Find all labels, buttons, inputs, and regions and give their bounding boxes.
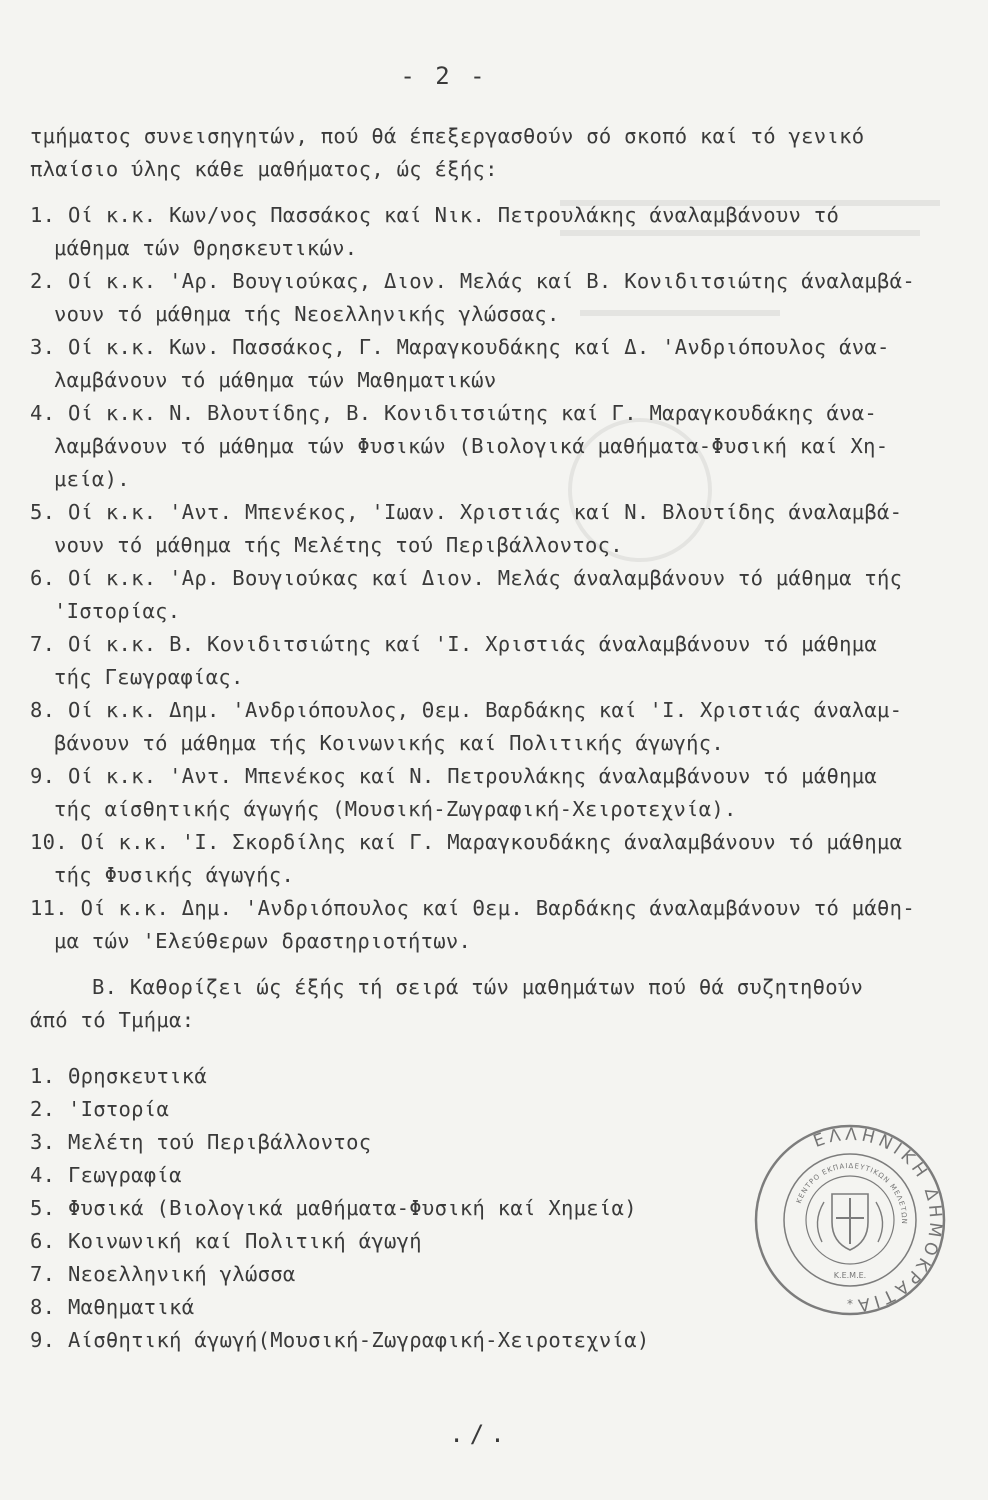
item-number: 8.	[30, 1295, 56, 1319]
assignment-text: 'Ιστορίας.	[54, 599, 181, 623]
assignment-text: λαμβάνουν τό μάθημα τών Φυσικών (Βιολογικά μαθήματα-Φυσική καί Χη-	[54, 434, 889, 458]
assignment-first-line	[30, 496, 960, 529]
item-number: 2.	[30, 269, 56, 293]
lesson-name: Γεωγραφία	[67, 1163, 182, 1187]
seal-star-icon: *	[847, 1297, 853, 1311]
lesson-name: Κοινωνική καί Πολιτική άγωγή	[67, 1229, 422, 1253]
section-b-paragraph	[30, 971, 960, 1037]
assignment-text: τής Γεωγραφίας.	[54, 665, 244, 689]
continuation-mark: ./.	[449, 1420, 511, 1448]
seal-inner-bottom: Κ.Ε.Μ.Ε.	[833, 1271, 867, 1280]
assignment-text: μάθημα τών Θρησκευτικών.	[54, 236, 358, 260]
assignment-text: Οί κ.κ. Δημ. 'Ανδριόπουλος, Θεμ. Βαρδάκης καί 'Ι. Χριστιάς άναλαμ-	[67, 698, 903, 722]
lesson-name: Θρησκευτικά	[67, 1064, 208, 1088]
section-b-line: Β. Καθορίζει ώς έξής τή σειρά τών μαθημάτων πού θά συζητηθούν	[92, 975, 864, 999]
section-b-line: άπό τό Τμήμα:	[30, 1008, 195, 1032]
assignment-text: Οί κ.κ. 'Αρ. Βουγιούκας καί Διον. Μελάς άναλαμβάνουν τό μάθημα τής	[67, 566, 903, 590]
lesson-name: Μαθηματικά	[67, 1295, 195, 1319]
item-number: 3.	[30, 1130, 56, 1154]
assignment-item	[30, 199, 960, 265]
item-number: 11.	[30, 896, 68, 920]
assignment-text: Οί κ.κ. 'Αντ. Μπενέκος, 'Ιωαν. Χριστιάς καί Ν. Βλουτίδης άναλαμβά-	[67, 500, 903, 524]
assignment-text: νουν τό μάθημα τής Μελέτης τού Περιβάλλοντος.	[54, 533, 623, 557]
assignment-item	[30, 331, 960, 397]
assignment-text: νουν τό μάθημα τής Νεοελληνικής γλώσσας.	[54, 302, 560, 326]
lesson-order-item	[30, 1060, 960, 1093]
item-number: 2.	[30, 1097, 56, 1121]
assignment-item	[30, 628, 960, 694]
assignment-first-line	[30, 397, 960, 430]
assignment-item	[30, 694, 960, 760]
item-number: 9.	[30, 1328, 56, 1352]
assignment-list	[30, 199, 960, 958]
assignment-first-line	[30, 760, 960, 793]
assignment-text: τής Φυσικής άγωγής.	[54, 863, 295, 887]
assignment-text: Οί κ.κ. Κων/νος Πασσάκος καί Νικ. Πετρουλάκης άναλαμβάνουν τό	[67, 203, 840, 227]
lesson-name: Μελέτη τού Περιβάλλοντος	[67, 1130, 372, 1154]
assignment-item	[30, 496, 960, 562]
assignment-item	[30, 397, 960, 496]
assignment-item	[30, 562, 960, 628]
intro-line: πλαίσιο ύλης κάθε μαθήματος, ώς έξής:	[30, 157, 498, 181]
assignment-text: μεία).	[54, 467, 130, 491]
svg-text:ΕΛΛΗΝΙΚΗ ΔΗΜΟΚΡΑΤΙΑ	[811, 1125, 946, 1315]
assignment-text: μα τών 'Ελεύθερων δραστηριοτήτων.	[54, 929, 472, 953]
item-number: 1.	[30, 1064, 56, 1088]
item-number: 8.	[30, 698, 56, 722]
lesson-order-item	[30, 1324, 960, 1357]
item-number: 6.	[30, 566, 56, 590]
assignment-first-line	[30, 331, 960, 364]
assignment-text: Οί κ.κ. Ν. Βλουτίδης, Β. Κονιδιτσιώτης καί Γ. Μαραγκουδάκης άνα-	[67, 401, 878, 425]
assignment-text: Οί κ.κ. Β. Κονιδιτσιώτης καί 'Ι. Χριστιάς άναλαμβάνουν τό μάθημα	[67, 632, 878, 656]
official-seal-stamp	[752, 1122, 948, 1318]
assignment-first-line	[30, 562, 960, 595]
intro-paragraph	[30, 120, 960, 186]
lesson-name: Νεοελληνική γλώσσα	[67, 1262, 296, 1286]
assignment-text: Οί κ.κ. 'Αντ. Μπενέκος καί Ν. Πετρουλάκης άναλαμβάνουν τό μάθημα	[67, 764, 878, 788]
lesson-name: 'Ιστορία	[67, 1097, 170, 1121]
item-number: 7.	[30, 1262, 56, 1286]
assignment-first-line	[30, 892, 960, 925]
item-number: 6.	[30, 1229, 56, 1253]
lesson-name: Αίσθητική άγωγή(Μουσική-Ζωγραφική-Χειροτεχνία)	[67, 1328, 650, 1352]
assignment-text: βάνουν τό μάθημα τής Κοινωνικής καί Πολιτικής άγωγής.	[54, 731, 725, 755]
assignment-text: Οί κ.κ. 'Αρ. Βουγιούκας, Διον. Μελάς καί Β. Κονιδιτσιώτης άναλαμβά-	[67, 269, 915, 293]
item-number: 4.	[30, 1163, 56, 1187]
assignment-item	[30, 760, 960, 826]
assignment-text: Οί κ.κ. 'Ι. Σκορδίλης καί Γ. Μαραγκουδάκης άναλαμβάνουν τό μάθημα	[80, 830, 903, 854]
seal-outer-text: ΕΛΛΗΝΙΚΗ ΔΗΜΟΚΡΑΤΙΑ	[810, 1124, 946, 1316]
assignment-text: Οί κ.κ. Δημ. 'Ανδριόπουλος καί Θεμ. Βαρδάκης άναλαμβάνουν τό μάθη-	[80, 896, 915, 920]
item-number: 9.	[30, 764, 56, 788]
item-number: 7.	[30, 632, 56, 656]
seal-inner-text: ΚΕΝΤΡΟ ΕΚΠΑΙΔΕΥΤΙΚΩΝ ΜΕΛΕΤΩΝ	[794, 1161, 909, 1225]
assignment-item	[30, 892, 960, 958]
intro-line: τμήματος συνεισηγητών, πού θά έπεξεργασθούν σό σκοπό καί τό γενικό	[30, 124, 865, 148]
item-number: 3.	[30, 335, 56, 359]
assignment-item	[30, 826, 960, 892]
item-number: 1.	[30, 203, 56, 227]
item-number: 5.	[30, 1196, 56, 1220]
page-number: - 2 -	[400, 62, 488, 90]
item-number: 5.	[30, 500, 56, 524]
assignment-first-line	[30, 199, 960, 232]
item-number: 4.	[30, 401, 56, 425]
item-number: 10.	[30, 830, 68, 854]
assignment-text: Οί κ.κ. Κων. Πασσάκος, Γ. Μαραγκουδάκης καί Δ. 'Ανδριόπουλος άνα-	[67, 335, 890, 359]
assignment-first-line	[30, 826, 960, 859]
assignment-first-line	[30, 694, 960, 727]
lesson-name: Φυσικά (Βιολογικά μαθήματα-Φυσική καί Χημεία)	[67, 1196, 637, 1220]
assignment-first-line	[30, 265, 960, 298]
assignment-item	[30, 265, 960, 331]
assignment-text: λαμβάνουν τό μάθημα τών Μαθηματικών	[54, 368, 497, 392]
assignment-first-line	[30, 628, 960, 661]
assignment-text: τής αίσθητικής άγωγής (Μουσική-Ζωγραφική-Χειροτεχνία).	[54, 797, 737, 821]
